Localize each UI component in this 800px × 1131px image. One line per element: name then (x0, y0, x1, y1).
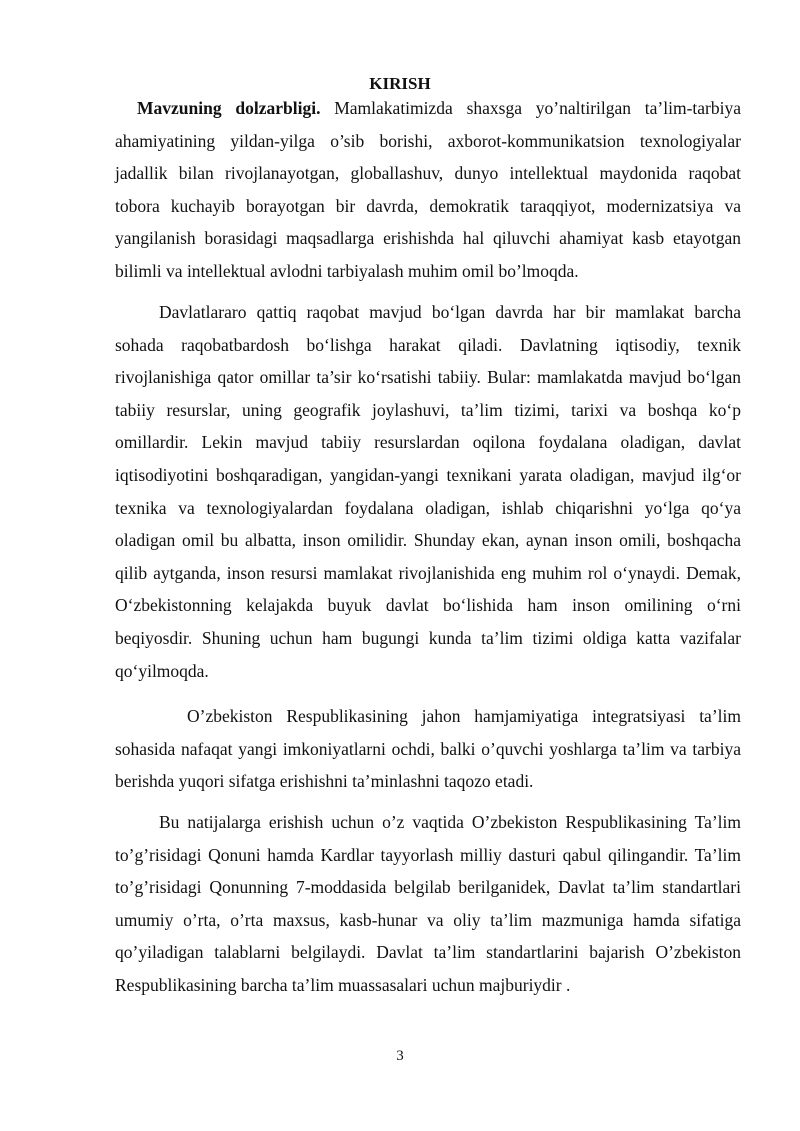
page-number: 3 (396, 1048, 404, 1064)
paragraph-relevance-body: Mamlakatimizda shaxsga yo’naltirilgan ta’lim-tarbiya ahamiyatining yildan-yilga o’sib borishi, axborot-kommunikatsion texnologiyalar jadallik bilan rivojlanayotgan, globallashuv, dunyo intellektual maydonida raqobat tobora kuchayib borayotgan bir davrda, demokratik taraqqiyot, modernizatsiya va yangilanish borasidagi maqsadlarga erishishda hal qiluvchi ahamiyat kasb etayotgan bilimli va intellektual avlodni tarbiyalash muhim omil bo’lmoqda. (115, 98, 741, 281)
page-title: KIRISH (369, 74, 431, 93)
paragraph-integration: O’zbekiston Respublikasining jahon hamjamiyatiga integratsiyasi ta’lim sohasida nafaqat yangi imkoniyatlarni ochdi, balki o’quvchi yoshlarga ta’lim va tarbiya berishda yuqori sifatga erishishni ta’minlashni taqozo etadi. (115, 706, 741, 792)
paragraph-competition: Davlatlararo qattiq raqobat mavjud bo‘lgan davrda har bir mamlakat barcha sohada raqobatbardosh bo‘lishga harakat qiladi. Davlatning iqtisodiy, texnik rivojlanishiga qator omillar ta’sir ko‘rsatishi tabiiy. Bular: mamlakatda mavjud bo‘lgan tabiiy resurslar, uning geografik joylashuvi, ta’lim tizimi, tarixi va boshqa ko‘p omillardir. Lekin mavjud tabiiy resurslardan oqilona foydalana oladigan, davlat iqtisodiyotini boshqaradigan, yangidan-yangi texnikani yarata oladigan, mavjud ilg‘or texnika va texnologiyalardan foydalana oladigan, ishlab chiqarishni yo‘lga qo‘ya oladigan omil bu albatta, inson omilidir. Shunday ekan, aynan inson omili, boshqacha qilib aytganda, inson resursi mamlakat rivojlanishida eng muhim rol o‘ynaydi. Demak, O‘zbekistonning kelajakda buyuk davlat bo‘lishida ham inson omilining o‘rni beqiyosdir. Shuning uchun ham bugungi kunda ta’lim tizimi oldiga katta vazifalar qo‘yilmoqda. (115, 302, 741, 681)
paragraph-lead-heading: Mavzuning dolzarbligi. (137, 98, 321, 118)
paragraph-education-law: Bu natijalarga erishish uchun o’z vaqtida O’zbekiston Respublikasining Ta’lim to’g’risidagi Qonuni hamda Kardlar tayyorlash milliy dasturi qabul qilingandir. Ta’lim to’g’risidagi Qonunning 7-moddasida belgilab berilganidek, Davlat ta’lim standartlari umumiy o’rta, o’rta maxsus, kasb-hunar va oliy ta’lim mazmuniga hamda sifatiga qo’yiladigan talablarni belgilaydi. Davlat ta’lim standartlarini bajarish O’zbekiston Respublikasining barcha ta’lim muassasalari uchun majburiydir . (115, 812, 741, 995)
paragraph-relevance (115, 92, 741, 288)
